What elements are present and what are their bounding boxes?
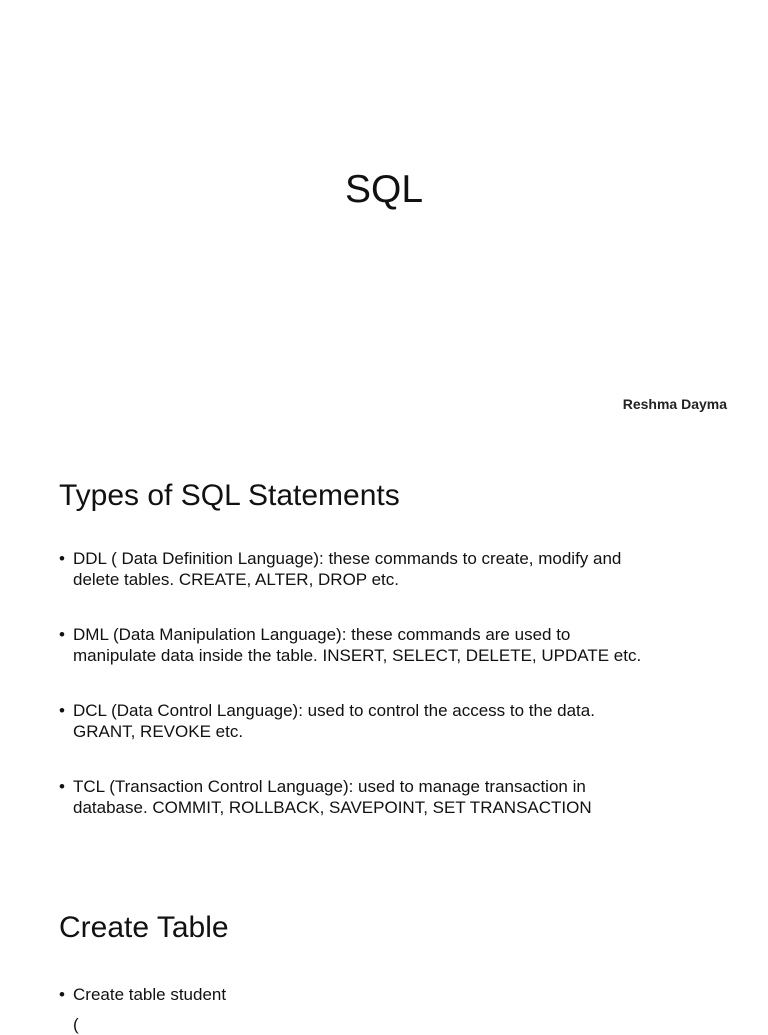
slide-author: Reshma Dayma xyxy=(622,396,727,412)
list-item-text: manipulate data inside the table. INSERT, SELECT, DELETE, UPDATE etc. xyxy=(73,646,642,665)
slide-title: SQL xyxy=(344,168,424,211)
list-item-text: DDL ( Data Definition Language): these commands to create, modify and xyxy=(73,549,622,568)
sql-types-list xyxy=(59,548,719,818)
bullet-icon: • xyxy=(59,549,65,568)
code-continuation: ( xyxy=(73,1015,79,1034)
list-item-create-table xyxy=(59,984,226,1005)
list-item-text: DCL (Data Control Language): used to control the access to the data. xyxy=(73,701,595,720)
list-item-dcl xyxy=(59,700,719,742)
bullet-icon: • xyxy=(59,777,65,796)
section-title-create-table: Create Table xyxy=(59,911,229,944)
list-item-text: Create table student xyxy=(73,985,227,1004)
bullet-icon: • xyxy=(59,985,65,1004)
list-item-text: delete tables. CREATE, ALTER, DROP etc. xyxy=(73,570,399,589)
list-item-tcl xyxy=(59,776,719,818)
list-item-ddl xyxy=(59,548,719,590)
list-item-text: TCL (Transaction Control Language): used to manage transaction in xyxy=(73,777,586,796)
section-title-types: Types of SQL Statements xyxy=(59,479,400,512)
list-item-text: database. COMMIT, ROLLBACK, SAVEPOINT, SET TRANSACTION xyxy=(73,798,592,817)
list-item-text: DML (Data Manipulation Language): these commands are used to xyxy=(73,625,571,644)
list-item-dml xyxy=(59,624,719,666)
list-item-text: GRANT, REVOKE etc. xyxy=(73,722,244,741)
bullet-icon: • xyxy=(59,701,65,720)
bullet-icon: • xyxy=(59,625,65,644)
